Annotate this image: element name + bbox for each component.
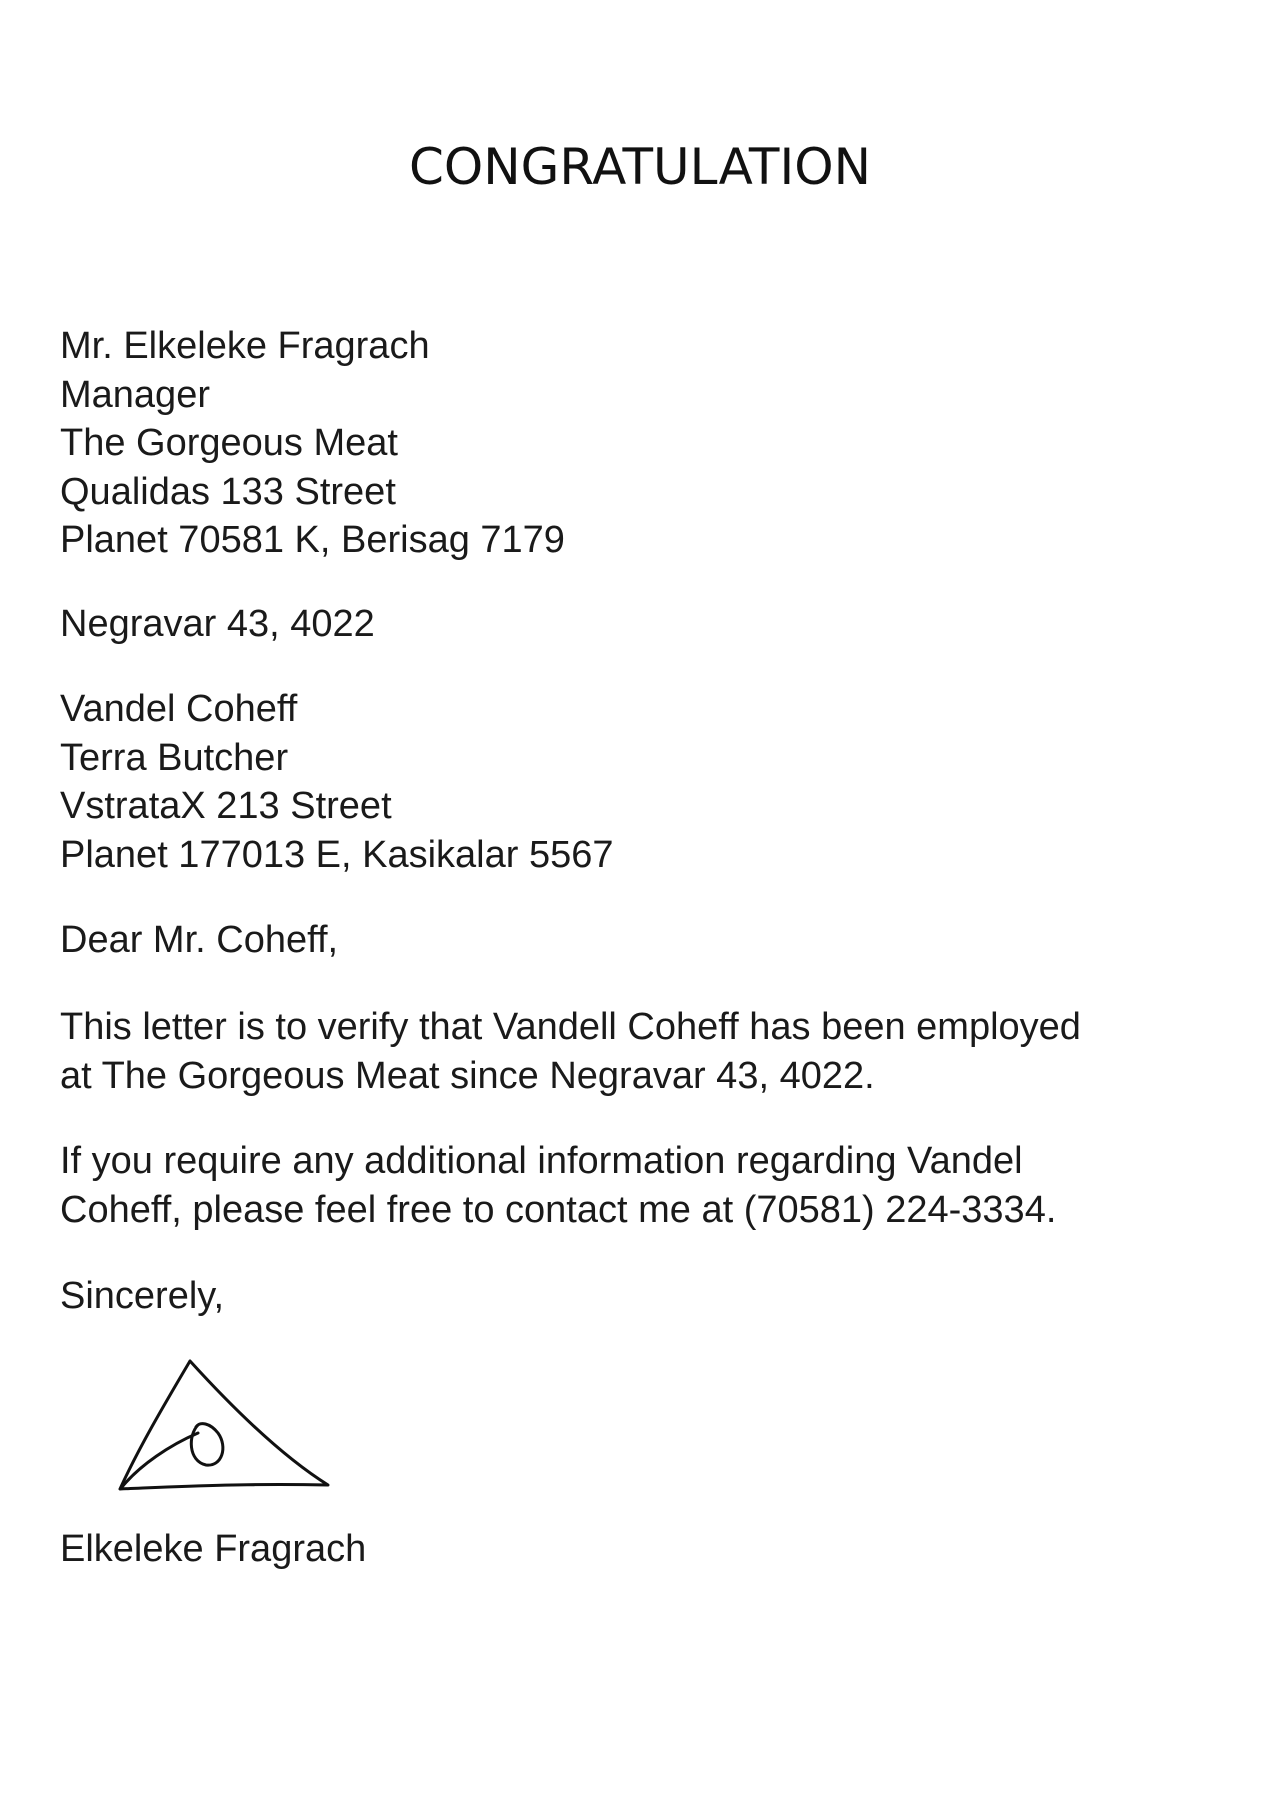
signature-triangle-stroke	[120, 1361, 328, 1489]
recipient-address	[60, 685, 1230, 879]
signature-eye-stroke	[191, 1424, 223, 1466]
signer-name: Elkeleke Fragrach	[60, 1528, 367, 1570]
body-paragraph-1	[60, 1003, 1230, 1100]
letter-title: CONGRATULATION	[409, 138, 871, 196]
letter-date	[60, 600, 1230, 649]
sender-address	[60, 322, 1230, 565]
signer	[60, 1525, 1230, 1574]
date-text: Negravar 43, 4022	[60, 603, 375, 645]
salutation-text: Dear Mr. Coheff,	[60, 919, 339, 961]
sender-street: Qualidas 133 Street	[60, 470, 396, 513]
recipient-name: Vandel Coheff	[60, 688, 298, 730]
recipient-street: VstrataX 213 Street	[60, 785, 392, 827]
sender-position: Manager	[60, 373, 210, 416]
recipient-company: Terra Butcher	[60, 736, 289, 779]
triangle-eye-signature-icon	[110, 1355, 350, 1515]
body-paragraph-2	[60, 1137, 1230, 1234]
paragraph-line: at The Gorgeous Meat since Negravar 43, 4022.	[60, 1054, 875, 1097]
salutation	[60, 916, 1230, 965]
paragraph-line: Coheff, please feel free to contact me at (70581) 224-3334.	[60, 1188, 1057, 1231]
recipient-city: Planet 177013 E, Kasikalar 5567	[60, 833, 614, 876]
sender-name: Mr. Elkeleke Fragrach	[60, 325, 430, 367]
paragraph-line: This letter is to verify that Vandell Coheff has been employed	[60, 1006, 1081, 1048]
closing-text: Sincerely,	[60, 1275, 225, 1317]
sender-company: The Gorgeous Meat	[60, 422, 398, 464]
sender-city: Planet 70581 K, Berisag 7179	[60, 519, 565, 561]
paragraph-line: If you require any additional information regarding Vandel	[60, 1140, 1023, 1182]
closing	[60, 1272, 1230, 1321]
